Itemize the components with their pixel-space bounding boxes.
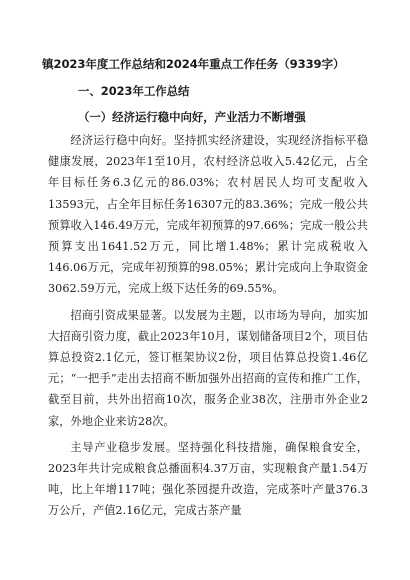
paragraph-economy: 经济运行稳中向好。坚持抓实经济建设，实现经济指标平稳健康发展，2023年1至10月，农村经济总收入5.42亿元，占全年目标任务6.3亿元的86.03%；农村居民人均可支配收入13593元，占全年目标任务16307元的83.36%；完成一般公共预算收入146.49万元，完成年初预算的97.66%；完成一般公共预算支出1641.52万元，同比增1.48%；累计完成税收入146.06万元，完成年初预算的98.05%；累计完成向上争取资金3062.59万元，完成上级下达任务的69.55%。 [48,134,368,296]
paragraph-investment: 招商引资成果显著。以发展为主题，以市场为导向，加实加大招商引资力度，截止2023年10月，谋划储备项目2个，项目估算总投资2.1亿元，签订框架协议2份，项目估算总投资1.46亿元；“一把手”走出去招商不断加强外出招商的宣传和推广工作，截至目前，共外出招商10次，服务企业38次，注册市外企业2家，外地企业来访28次。 [48,308,368,428]
document-title: 镇2023年度工作总结和2024年重点工作任务（9339字） [42,57,345,71]
subsection-heading: （一）经济运行稳中向好，产业活力不断增强 [78,110,306,124]
section-heading: 一、2023年工作总结 [78,84,190,98]
paragraph-industry: 主导产业稳步发展。坚持强化科技措施，确保粮食安全，2023年共计完成粮食总播面积4.37万亩，实现粮食产量1.54万吨，比上年增117吨；强化茶园提升改造，完成茶叶产量376.3万公斤，产值2.16亿元，完成古茶产量 [48,440,368,518]
document-body [48,130,368,522]
